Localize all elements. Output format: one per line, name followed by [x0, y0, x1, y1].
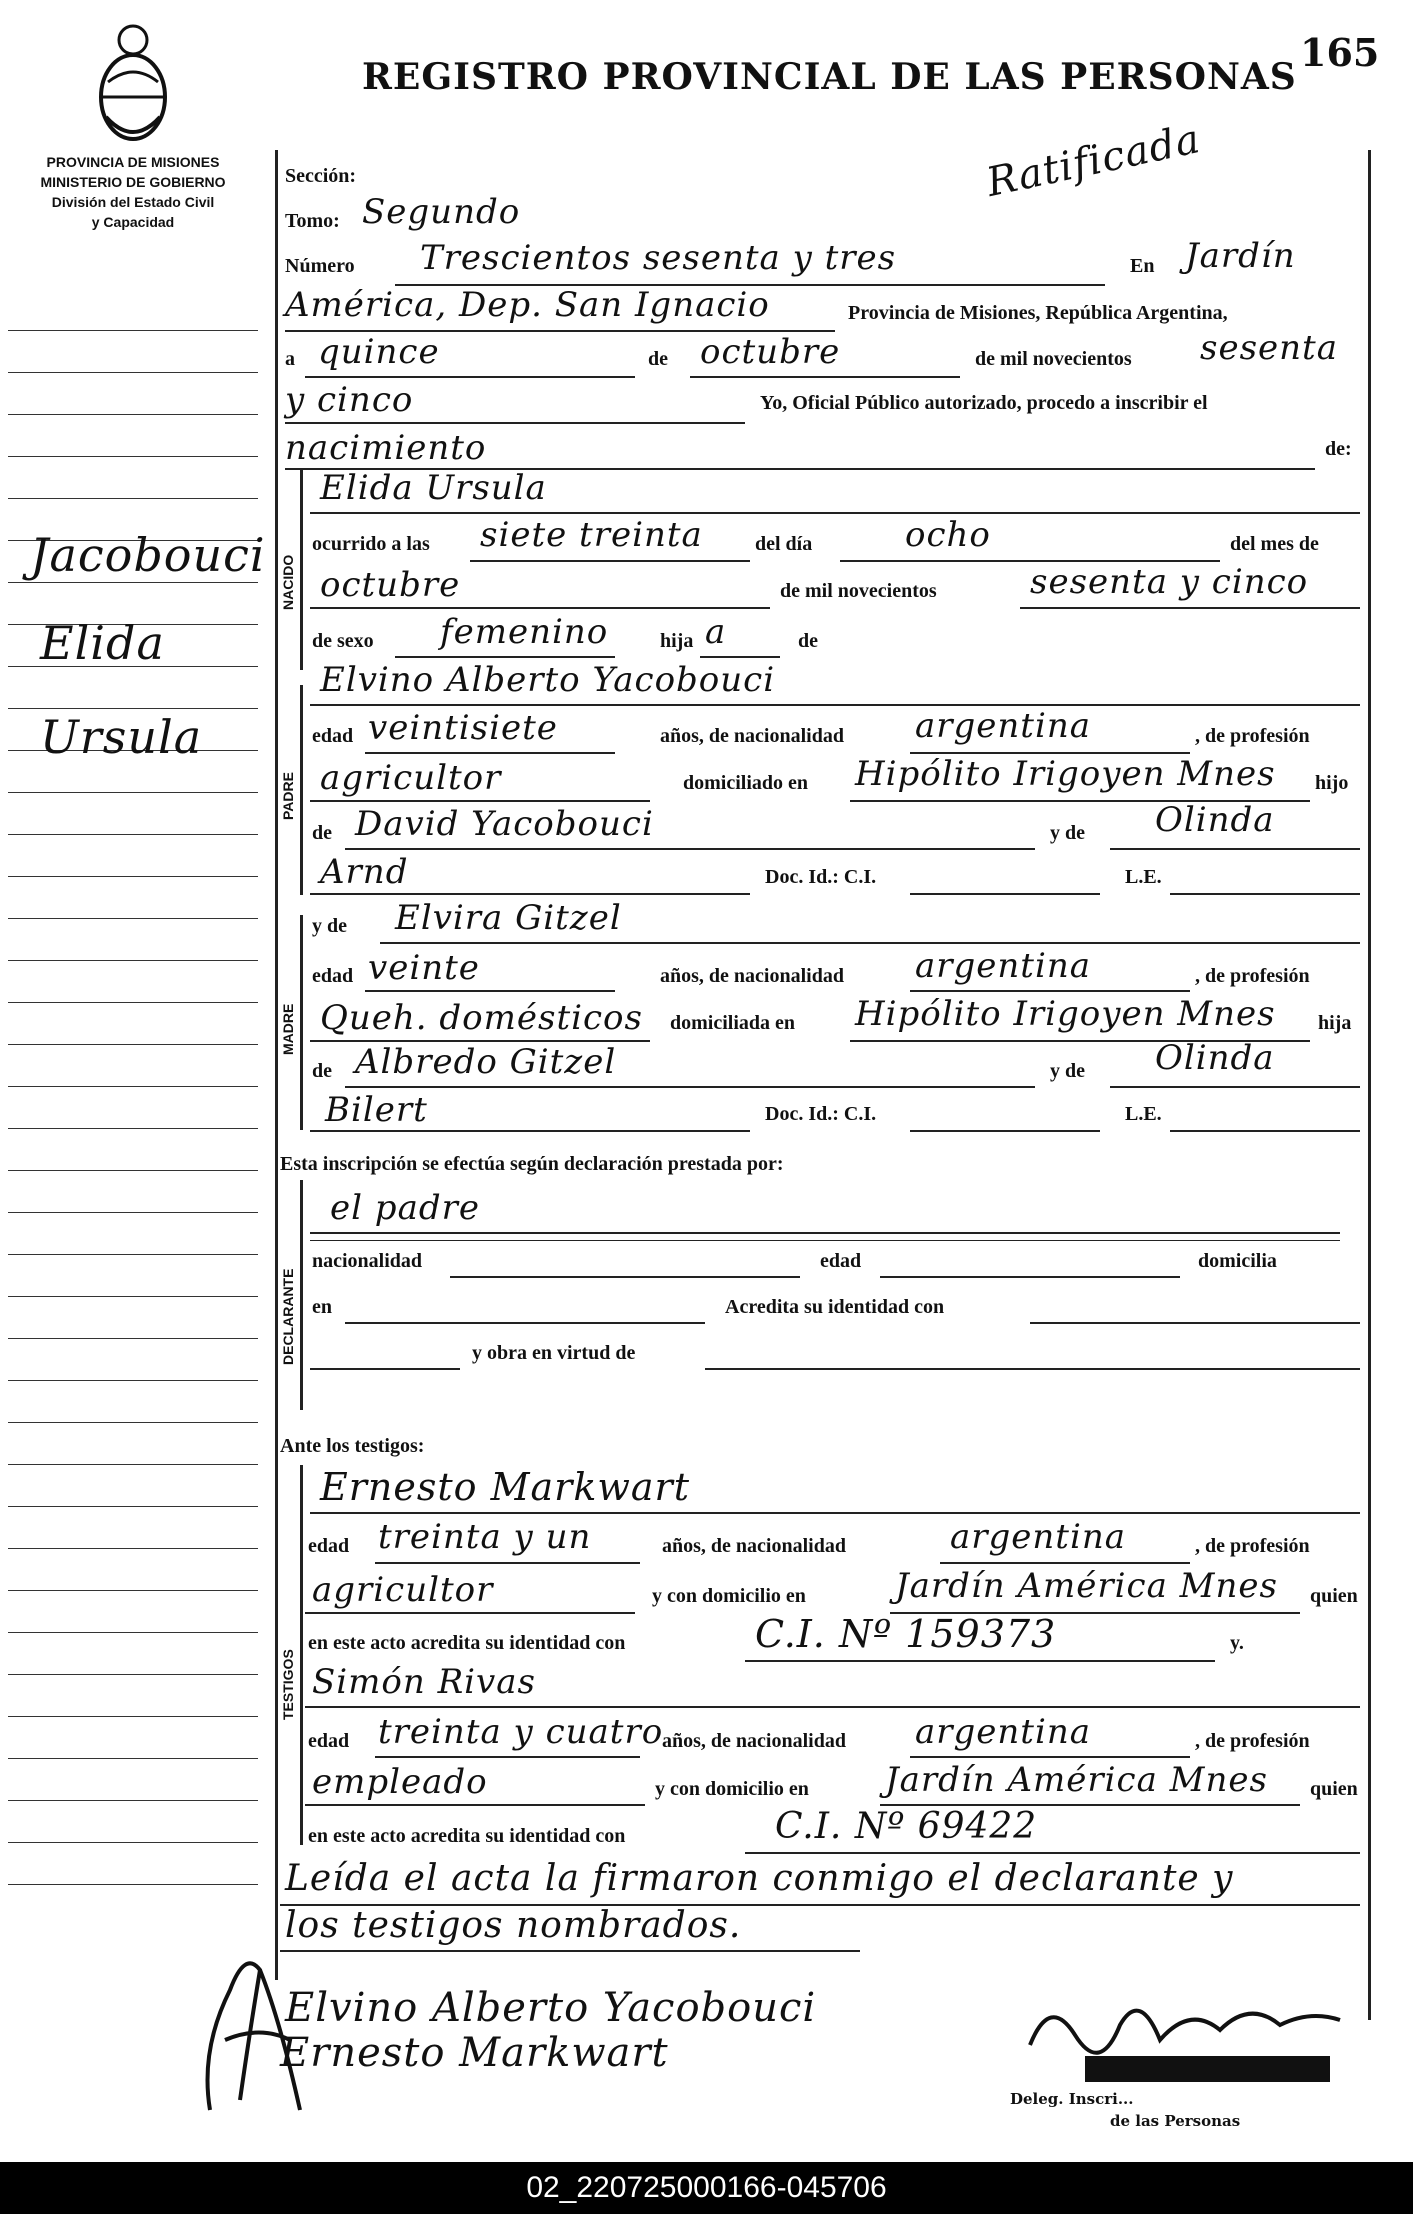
value-padre-profesion: agricultor [320, 758, 502, 798]
label-anos-nac-t1: años, de nacionalidad [662, 1535, 846, 1557]
label-le-2: L.E. [1125, 1103, 1162, 1125]
nacido-bar [300, 470, 303, 670]
value-abuelo-paterno: David Yacobouci [355, 804, 654, 844]
label-de-2: de [798, 630, 818, 652]
value-madre-nombre: Elvira Gitzel [395, 898, 622, 938]
signature-witness: Ernesto Markwart [280, 2030, 669, 2076]
value-testigo2-edad: treinta y cuatro [378, 1712, 664, 1752]
label-domicilio-t1: y con domicilio en [652, 1585, 806, 1607]
label-a: a [285, 348, 295, 370]
image-code-bar: 02_220725000166-045706 [0, 2162, 1413, 2214]
label-nacionalidad: nacionalidad [312, 1250, 423, 1272]
label-edad-declarante: edad [820, 1250, 862, 1272]
label-yo-oficial: Yo, Oficial Público autorizado, procedo a inscribir el [760, 392, 1208, 414]
value-anio-inscripcion: sesenta [1200, 328, 1338, 368]
label-de-mil: de mil novecientos [975, 348, 1132, 370]
stamp-text: Deleg. Inscri... [1010, 2090, 1134, 2108]
label-obra: y obra en virtud de [472, 1342, 636, 1364]
label-doc-id-2: Doc. Id.: C.I. [765, 1103, 877, 1125]
value-padre-edad: veintisiete [368, 708, 558, 748]
label-inscripcion: Esta inscripción se efectúa según declaración prestada por: [280, 1153, 784, 1175]
label-profesion-t2: , de profesión [1195, 1730, 1310, 1752]
value-testigo2-documento: C.I. Nº 69422 [775, 1806, 1038, 1847]
label-edad: edad [312, 725, 354, 747]
value-madre-domicilio: Hipólito Irigoyen Mnes [855, 994, 1276, 1034]
label-edad-t1: edad [308, 1535, 350, 1557]
label-en: En [1130, 255, 1155, 277]
label-seccion: Sección: [285, 165, 357, 187]
value-lugar: Jardín [1185, 236, 1296, 276]
label-hija: hija [660, 630, 694, 652]
padre-bar [300, 685, 303, 895]
value-abuela-paterna-2: Arnd [320, 852, 409, 892]
label-y-de-2: y de [1050, 1060, 1085, 1082]
label-y-de: y de [1050, 822, 1085, 844]
value-mes-inscripcion: octubre [700, 332, 841, 372]
label-domiciliado: domiciliado en [683, 772, 809, 794]
value-padre-nombre: Elvino Alberto Yacobouci [320, 660, 776, 700]
margin-surname: Jacobouci [30, 528, 266, 582]
agency-line: División del Estado Civil [51, 194, 215, 210]
label-y-de-madre: y de [312, 915, 347, 937]
label-le: L.E. [1125, 866, 1162, 888]
agency-line: PROVINCIA DE MISIONES [46, 154, 220, 170]
value-madre-nacionalidad: argentina [915, 946, 1092, 986]
label-anos-nac: años, de nacionalidad [660, 725, 844, 747]
label-de-3: de [312, 822, 332, 844]
label-en-declarante: en [312, 1296, 332, 1318]
label-provincia: Provincia de Misiones, República Argentina, [848, 302, 1228, 324]
value-abuela-paterna: Olinda [1155, 800, 1275, 840]
section-nacido: NACIDO [280, 554, 296, 610]
value-testigo2-nombre: Simón Rivas [312, 1662, 536, 1702]
margin-given-name: Elida [40, 616, 165, 670]
value-padre-domicilio: Hipólito Irigoyen Mnes [855, 754, 1276, 794]
value-abuela-materna: Olinda [1155, 1038, 1275, 1078]
label-de-4: de [312, 1060, 332, 1082]
label-profesion-t1: , de profesión [1195, 1535, 1310, 1557]
label-edad-t2: edad [308, 1730, 350, 1752]
value-testigo1-nombre: Ernesto Markwart [320, 1465, 690, 1509]
madre-bar [300, 915, 303, 1130]
value-testigo1-profesion: agricultor [312, 1570, 494, 1610]
label-ante-testigos: Ante los testigos: [280, 1435, 425, 1457]
closing-line-2: los testigos nombrados. [285, 1905, 742, 1946]
label-ocurrido: ocurrido a las [312, 533, 430, 555]
label-quien-t2: quien [1310, 1778, 1358, 1800]
frame-right [1368, 150, 1371, 2020]
value-dia-inscripcion: quince [318, 332, 440, 372]
signature-margin-icon [190, 1930, 310, 2120]
page-number: 165 [1300, 30, 1380, 75]
label-del-mes: del mes de [1230, 533, 1319, 555]
value-mes-nacimiento: octubre [320, 565, 461, 605]
label-acredita-t1: en este acto acredita su identidad con [308, 1632, 626, 1654]
value-nombre: Elida Ursula [320, 468, 547, 508]
value-testigo1-documento: C.I. Nº 159373 [755, 1612, 1057, 1656]
closing-line-1: Leída el acta la firmaron conmigo el declarante y [285, 1858, 1234, 1899]
page-title: REGISTRO PROVINCIAL DE LAS PERSONAS [362, 56, 1297, 98]
agency-line: MINISTERIO DE GOBIERNO [40, 174, 226, 190]
frame-left [275, 150, 278, 1980]
label-anos-nac-t2: años, de nacionalidad [662, 1730, 846, 1752]
label-acredita: Acredita su identidad con [725, 1296, 945, 1318]
value-anio-nacimiento: sesenta y cinco [1030, 562, 1309, 602]
label-hijo: hijo [1315, 772, 1349, 794]
stamp-text: de las Personas [1110, 2112, 1241, 2130]
label-domicilio-t2: y con domicilio en [655, 1778, 809, 1800]
label-doc-id: Doc. Id.: C.I. [765, 866, 877, 888]
label-anos-nac-madre: años, de nacionalidad [660, 965, 844, 987]
agency-line: y Capacidad [91, 214, 175, 230]
value-madre-edad: veinte [368, 948, 480, 988]
value-sexo: femenino [440, 612, 609, 652]
label-sexo: de sexo [312, 630, 374, 652]
label-domiciliada: domiciliada en [670, 1012, 796, 1034]
label-acredita-t2: en este acto acredita su identidad con [308, 1825, 626, 1847]
label-del-dia: del día [755, 533, 813, 555]
label-profesion-madre: , de profesión [1195, 965, 1310, 987]
value-hora: siete treinta [480, 515, 703, 555]
value-lugar2: América, Dep. San Ignacio [285, 285, 770, 325]
label-hija-madre: hija [1318, 1012, 1352, 1034]
value-abuelo-materno: Albredo Gitzel [355, 1042, 617, 1082]
value-declarante: el padre [330, 1188, 480, 1228]
value-testigo1-domicilio: Jardín América Mnes [895, 1566, 1278, 1606]
section-padre: PADRE [280, 772, 296, 820]
value-anio-inscripcion-2: y cinco [285, 380, 414, 420]
label-de-colon: de: [1325, 438, 1352, 460]
value-tomo: Segundo [362, 192, 521, 232]
value-acto: nacimiento [285, 428, 487, 468]
section-testigos: TESTIGOS [280, 1649, 296, 1720]
value-abuela-materna-2: Bilert [325, 1090, 428, 1130]
label-profesion: , de profesión [1195, 725, 1310, 747]
signature-officer-icon [1020, 1985, 1350, 2065]
value-dia-nacimiento: ocho [905, 515, 991, 555]
label-numero: Número [285, 255, 355, 277]
coat-of-arms-icon [88, 22, 178, 152]
stamp-box [1085, 2056, 1330, 2082]
margin-given-name: Ursula [40, 710, 203, 764]
value-madre-profesion: Queh. domésticos [320, 998, 643, 1038]
section-declarante: DECLARANTE [280, 1268, 296, 1365]
label-de-mil-2: de mil novecientos [780, 580, 937, 602]
value-testigo2-domicilio: Jardín América Mnes [885, 1760, 1268, 1800]
value-testigo1-nacionalidad: argentina [950, 1517, 1127, 1557]
label-de: de [648, 348, 668, 370]
value-testigo2-profesion: empleado [312, 1762, 488, 1802]
declarante-bar [300, 1180, 303, 1410]
label-quien-t1: quien [1310, 1585, 1358, 1607]
label-domicilia: domicilia [1198, 1250, 1277, 1272]
label-tomo: Tomo: [285, 210, 340, 232]
value-padre-nacionalidad: argentina [915, 706, 1092, 746]
label-edad-madre: edad [312, 965, 354, 987]
value-testigo1-edad: treinta y un [378, 1517, 592, 1557]
value-testigo2-nacionalidad: argentina [915, 1712, 1092, 1752]
agency-block [8, 152, 258, 232]
label-y-punto: y. [1230, 1632, 1244, 1654]
signature-father: Elvino Alberto Yacobouci [285, 1985, 817, 2031]
ratification-note: Ratificada [982, 115, 1205, 207]
value-hija-suffix: a [705, 612, 727, 652]
testigos-bar [300, 1465, 303, 1845]
value-numero: Trescientos sesenta y tres [420, 238, 897, 278]
section-madre: MADRE [280, 1003, 296, 1055]
